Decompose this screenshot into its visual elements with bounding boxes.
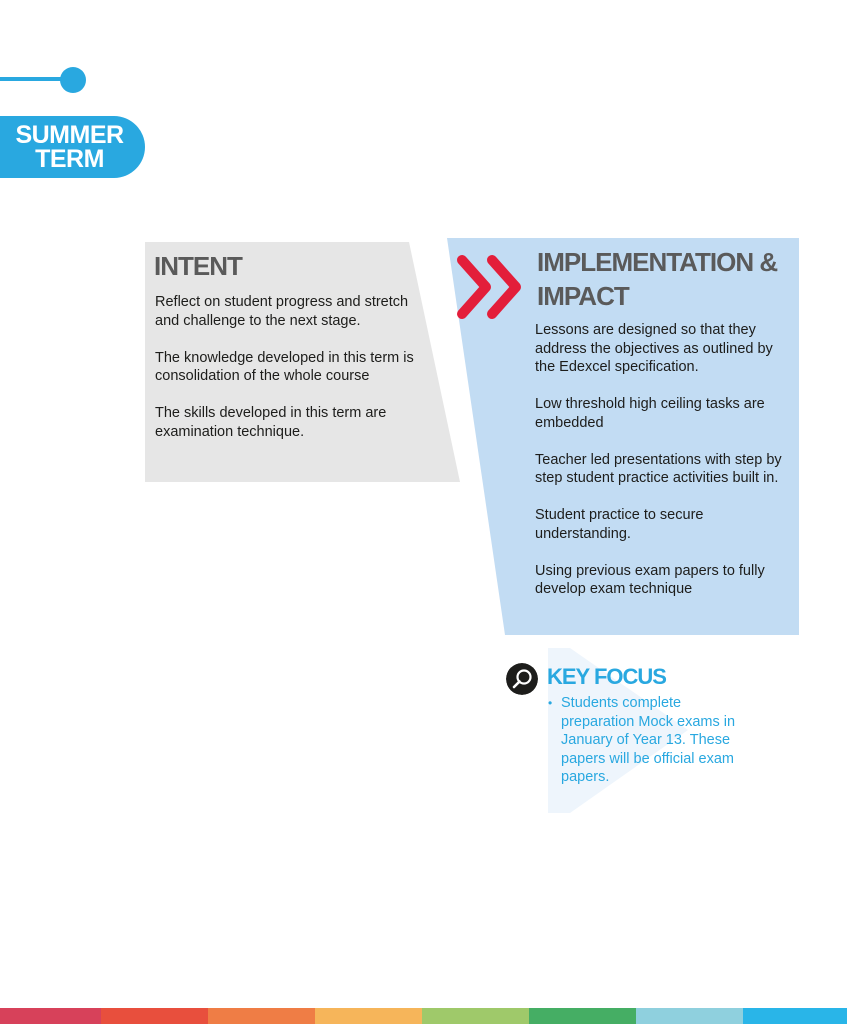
key-focus-item-text: Students complete preparation Mock exams in January of Year 13. These papers will be official exam papers. <box>561 695 736 785</box>
intent-paragraph: The skills developed in this term are examination technique. <box>155 405 387 440</box>
timeline-line <box>0 77 66 81</box>
double-chevron-icon <box>456 254 528 320</box>
footer-color-bar <box>0 1008 847 1024</box>
color-segment <box>0 1008 101 1024</box>
term-label-line1: SUMMER <box>15 121 124 149</box>
color-segment <box>208 1008 315 1024</box>
implementation-paragraph: Using previous exam papers to fully develop exam technique <box>535 562 765 597</box>
color-segment <box>422 1008 529 1024</box>
color-segment <box>636 1008 743 1024</box>
implementation-heading <box>537 245 787 313</box>
implementation-body <box>535 321 795 617</box>
magnifier-icon <box>506 663 538 695</box>
intent-body <box>155 293 427 460</box>
implementation-paragraph: Teacher led presentations with step by step student practice activities built in. <box>535 451 782 486</box>
implementation-paragraph: Low threshold high ceiling tasks are embedded <box>535 396 765 431</box>
implementation-heading-line2: IMPACT <box>537 281 629 311</box>
term-badge <box>0 116 145 178</box>
color-segment <box>315 1008 422 1024</box>
implementation-heading-line1: IMPLEMENTATION & <box>537 247 778 277</box>
key-focus-list <box>548 694 748 787</box>
color-segment <box>101 1008 208 1024</box>
color-segment <box>529 1008 636 1024</box>
timeline-dot <box>60 67 86 93</box>
key-focus-item <box>548 694 748 787</box>
implementation-paragraph: Student practice to secure understanding. <box>535 507 704 542</box>
intent-heading: INTENT <box>154 251 242 281</box>
key-focus-heading: KEY FOCUS <box>547 664 666 689</box>
term-label-line2: TERM <box>35 145 104 173</box>
bullet-icon: • <box>548 696 553 710</box>
implementation-paragraph: Lessons are designed so that they address the objectives as outlined by the Edexcel specification. <box>535 322 773 375</box>
intent-paragraph: Reflect on student progress and stretch and challenge to the next stage. <box>155 294 409 329</box>
color-segment <box>743 1008 847 1024</box>
intent-paragraph: The knowledge developed in this term is consolidation of the whole course <box>155 349 414 384</box>
